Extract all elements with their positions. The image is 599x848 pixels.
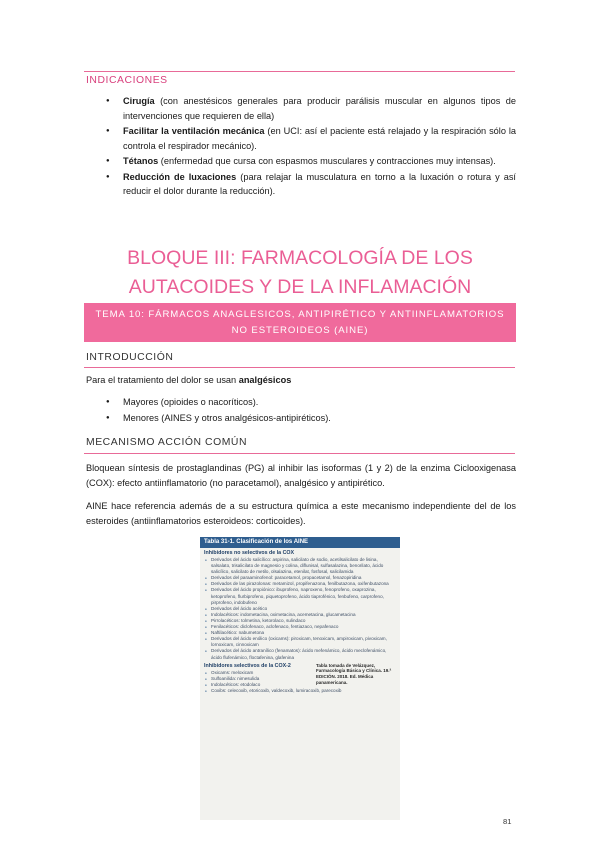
list-item: ● Indolacéticos: etodolaco <box>204 682 397 688</box>
list-item: ● Derivados del paraaminofenol: paracetamol, propacetamol, fenazopiridina <box>204 575 397 581</box>
list-item: ● Fenilacéticos: diclofenaco, aclofenaco, fentiazaco, nepafenaco <box>204 624 397 630</box>
section-divider <box>84 367 515 368</box>
aine-classification-table-image <box>200 537 400 820</box>
selective-list <box>200 670 400 694</box>
nonselective-list <box>200 557 400 661</box>
section-title-mecanismo: MECANISMO ACCIÓN COMÚN <box>86 437 248 448</box>
section-divider <box>84 453 515 454</box>
table-source-note: Tabla tomada de Velázquez, Farmacología Básica y Clínica. 19.ª EDICIÓN. 2018. Ed. Médica panamericana. <box>316 662 392 685</box>
list-item: ● Indolacéticos: indometacina, oximetacina, acemetacina, glucametacina <box>204 612 397 618</box>
page-number: 81 <box>503 817 512 826</box>
block-title <box>60 244 540 302</box>
list-item: ● Oxicams: meloxicam <box>204 670 397 676</box>
top-divider <box>84 71 515 72</box>
list-item: ● Derivados del ácido antranílico (fenamatos): ácido mefenámico, ácido meclofenámico, ácido flufenámico, floctafenina, glafenina <box>204 648 397 660</box>
list-item: ● Facilitar la ventilación mecánica (en UCI: así el paciente está relajado y la respiración sólo la controla el respirador mecánico). <box>106 124 516 153</box>
table-header: Tabla 31-1. Clasificación de los AINE <box>200 537 400 548</box>
topic-banner <box>84 303 516 342</box>
list-item: ● Tétanos (enfermedad que cursa con espasmos musculares y contracciones muy intensas). <box>106 154 516 169</box>
list-item: ● Reducción de luxaciones (para relajar la musculatura en torno a la luxación o rotura y así reducir el dolor durante la reducción). <box>106 170 516 199</box>
list-item: ● Coxibs: celecoxib, etoricoxib, valdecoxib, lumiracoxib, parecoxib <box>204 688 397 694</box>
list-item: ● Cirugía (con anestésicos generales para producir parálisis muscular en algunos tipos de intervenciones que requieren de ella) <box>106 94 516 123</box>
block-title-line-2: AUTACOIDES Y DE LA INFLAMACIÓN <box>128 276 472 298</box>
block-title-line-1: BLOQUE III: FARMACOLOGÍA DE LOS <box>127 247 473 269</box>
mecanismo-paragraph-1: Bloquean síntesis de prostaglandinas (PG) al inhibir las isoformas (1 y 2) de la enzima Ciclooxigenasa (COX): efecto antiinflamatorio (no paracetamol), analgésico y antipirético. <box>86 463 516 488</box>
list-item: ● Derivados del ácido enólico (oxicams): piroxicam, tenoxicam, ampiroxicam, pivoxicam, lornoxicam, cinnoxicam <box>204 636 397 648</box>
list-item: ● Derivados del ácido propiónico: ibuprofeno, naproxeno, fenoprofeno, oxaprozina, ketoprofeno, flurbiprofeno, piquetoprofeno, ácido tiaprofénico, fenbufeno, carprofeno, pirprofeno, indobufeno <box>204 587 397 605</box>
table-subtitle-nonselective: Inhibidores no selectivos de la COX <box>204 550 295 556</box>
list-item: ● Pirrolacéticos: tolmetina, ketorolaco, sulindaco <box>204 618 397 624</box>
list-item: ● Derivados de las pirazolonas: metamizol, propifenazona, fenilbutazona, oxifenbutazona <box>204 581 397 587</box>
list-item: ● Derivados del ácido acético <box>204 606 397 612</box>
list-item: ● Menores (AINES y otros analgésicos-antipiréticos). <box>106 411 516 426</box>
topic-banner-line-2: NO ESTEROIDEOS (AINE) <box>231 325 369 336</box>
section-title-introduccion: INTRODUCCIÓN <box>86 352 174 363</box>
intro-lead: Para el tratamiento del dolor se usan analgésicos <box>86 375 292 385</box>
intro-list <box>106 395 516 425</box>
table-bottom <box>200 663 400 694</box>
topic-banner-line-1: TEMA 10: FÁRMACOS ANAGLESICOS, ANTIPIRÉTICO Y ANTIINFLAMATORIOS <box>95 309 505 320</box>
list-item: ● Sulfoanilida: nimesulida <box>204 676 397 682</box>
list-item: ● Mayores (opioides o nacoríticos). <box>106 395 516 410</box>
section-title-indicaciones: INDICACIONES <box>86 75 168 86</box>
table-subtitle-selective: Inhibidores selectivos de la COX-2 <box>204 662 291 669</box>
list-item: ● Naftilacético: nabumetona <box>204 630 397 636</box>
indicaciones-list <box>106 94 516 199</box>
mecanismo-paragraph-2: AINE hace referencia además de a su estructura química a este mecanismo independiente del de los esteroides (antiinflamatorios esteroideos: corticoides). <box>86 501 516 526</box>
list-item: ● Derivados del ácido salicílico: aspirina, salicilato de sodio, acetilsalicilato de lisina, salsalato, trisalicilato de magnesio y colina, diflunisal, sulfasalazina, benorilato, ácido salicílico, salicilato de metilo, olsalazina, etenilat, fosfosal, salicilamida <box>204 557 397 575</box>
